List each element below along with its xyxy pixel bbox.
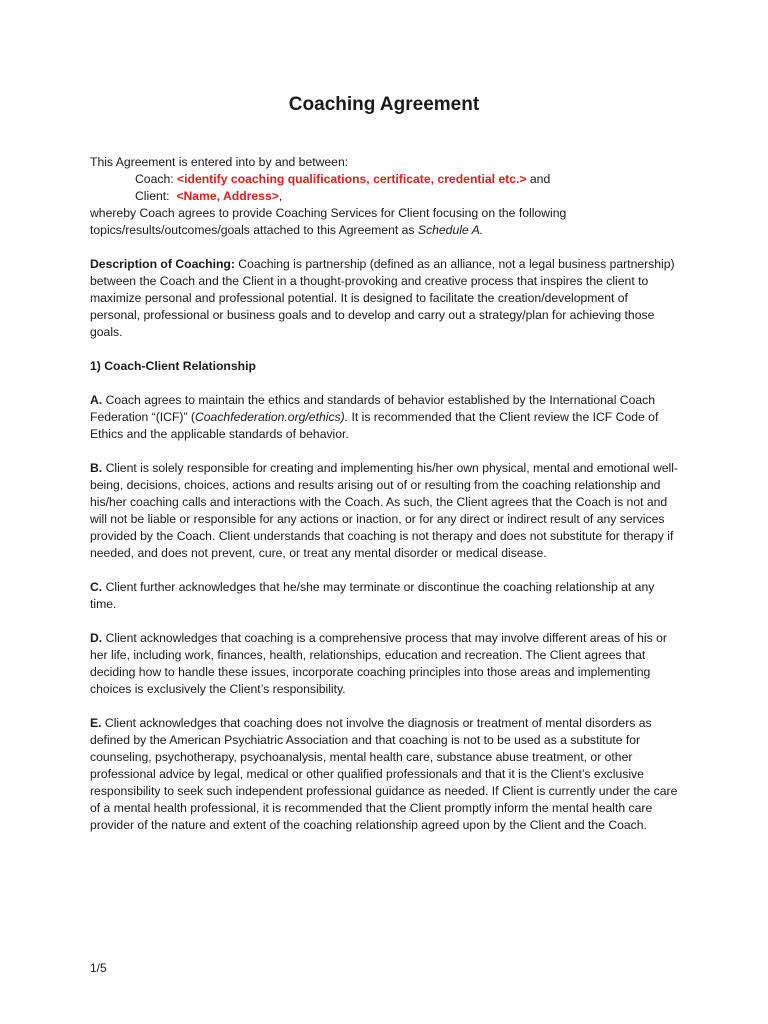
- description-paragraph: [90, 256, 680, 341]
- schedule-reference: Schedule A.: [417, 223, 484, 237]
- description-text: Coaching is partnership (defined as an alliance, not a legal business partnership) between the Coach and the Client in a thought-provoking and creative process that inspires the client to maximize personal and professional potential. It is designed to facilitate the creation/development of personal, professional or business goals and to develop and carry out a strategy/plan for achieving those goals.: [90, 257, 675, 339]
- clause-c-text: Client further acknowledges that he/she may terminate or discontinue the coaching relationship at any time.: [90, 580, 655, 611]
- clause-c: [90, 579, 680, 613]
- section-heading: [90, 358, 680, 375]
- client-line: [90, 188, 680, 205]
- clause-a-text-after: It is recommended that the Client review the ICF Code of Ethics and the applicable standards of behavior.: [90, 410, 659, 441]
- clause-b-label: B.: [90, 461, 103, 475]
- clause-e-label: E.: [90, 716, 102, 730]
- client-placeholder: <Name, Address>: [176, 189, 279, 203]
- clause-b-text: Client is solely responsible for creating and implementing his/her own physical, mental and emotional well-being, decisions, choices, actions and results arising out of or resulting from the coaching relationship and his/her coaching calls and interactions with the Coach. As such, the Client agrees that the Coach is not and will not be liable or responsible for any actions or inaction, or for any direct or indirect result of any services provided by the Coach. Client understands that coaching is not therapy and does not substitute for therapy if needed, and does not prevent, cure, or treat any mental disorder or medical disease.: [90, 461, 678, 560]
- intro-line: This Agreement is entered into by and between:: [90, 155, 349, 169]
- coach-prefix: Coach:: [135, 172, 178, 186]
- clause-a: [90, 392, 680, 443]
- whereby-text: whereby Coach agrees to provide Coaching Services for Client focusing on the following topics/results/outcomes/goals attached to this Agreement as: [90, 206, 567, 237]
- coach-line: [90, 171, 680, 188]
- client-prefix: Client:: [135, 189, 177, 203]
- description-label: Description of Coaching:: [90, 257, 235, 271]
- clause-a-label: A.: [90, 393, 103, 407]
- document-body: [90, 154, 680, 834]
- clause-d-label: D.: [90, 631, 103, 645]
- clause-a-text-before: Coach agrees to maintain the ethics and standards of behavior established by the International Coach Federation “(ICF)” (: [90, 393, 656, 424]
- clause-e: [90, 715, 680, 834]
- page-number: 1/5: [90, 961, 107, 975]
- client-suffix: ,: [278, 189, 283, 203]
- clause-c-label: C.: [90, 580, 103, 594]
- clause-b: [90, 460, 680, 562]
- whereby-paragraph: [90, 205, 680, 239]
- clause-d-text: Client acknowledges that coaching is a comprehensive process that may involve different areas of his or her life, including work, finances, health, relationships, education and recreation. The Client agrees that deciding how to handle these issues, incorporate coaching principles into those areas and implementing choices is exclusively the Client’s responsibility.: [90, 631, 667, 696]
- clause-e-text: Client acknowledges that coaching does not involve the diagnosis or treatment of mental disorders as defined by the American Psychiatric Association and that coaching is not to be used as a substitute for counseling, psychotherapy, psychoanalysis, mental health care, substance abuse treatment, or other professional advice by legal, medical or other qualified professionals and that it is the Client’s exclusive responsibility to seek such independent professional guidance as needed. If Client is currently under the care of a mental health professional, it is recommended that the Client promptly inform the mental health care provider of the nature and extent of the coaching relationship agreed upon by the Client and the Coach.: [90, 716, 678, 832]
- page-title: Coaching Agreement: [288, 94, 480, 115]
- section-1-heading: 1) Coach-Client Relationship: [90, 359, 256, 373]
- coach-placeholder: <identify coaching qualifications, certificate, credential etc.>: [177, 172, 527, 186]
- coach-suffix: and: [526, 172, 551, 186]
- icf-ethics-reference: Coachfederation.org/ethics).: [194, 410, 349, 424]
- clause-d: [90, 630, 680, 698]
